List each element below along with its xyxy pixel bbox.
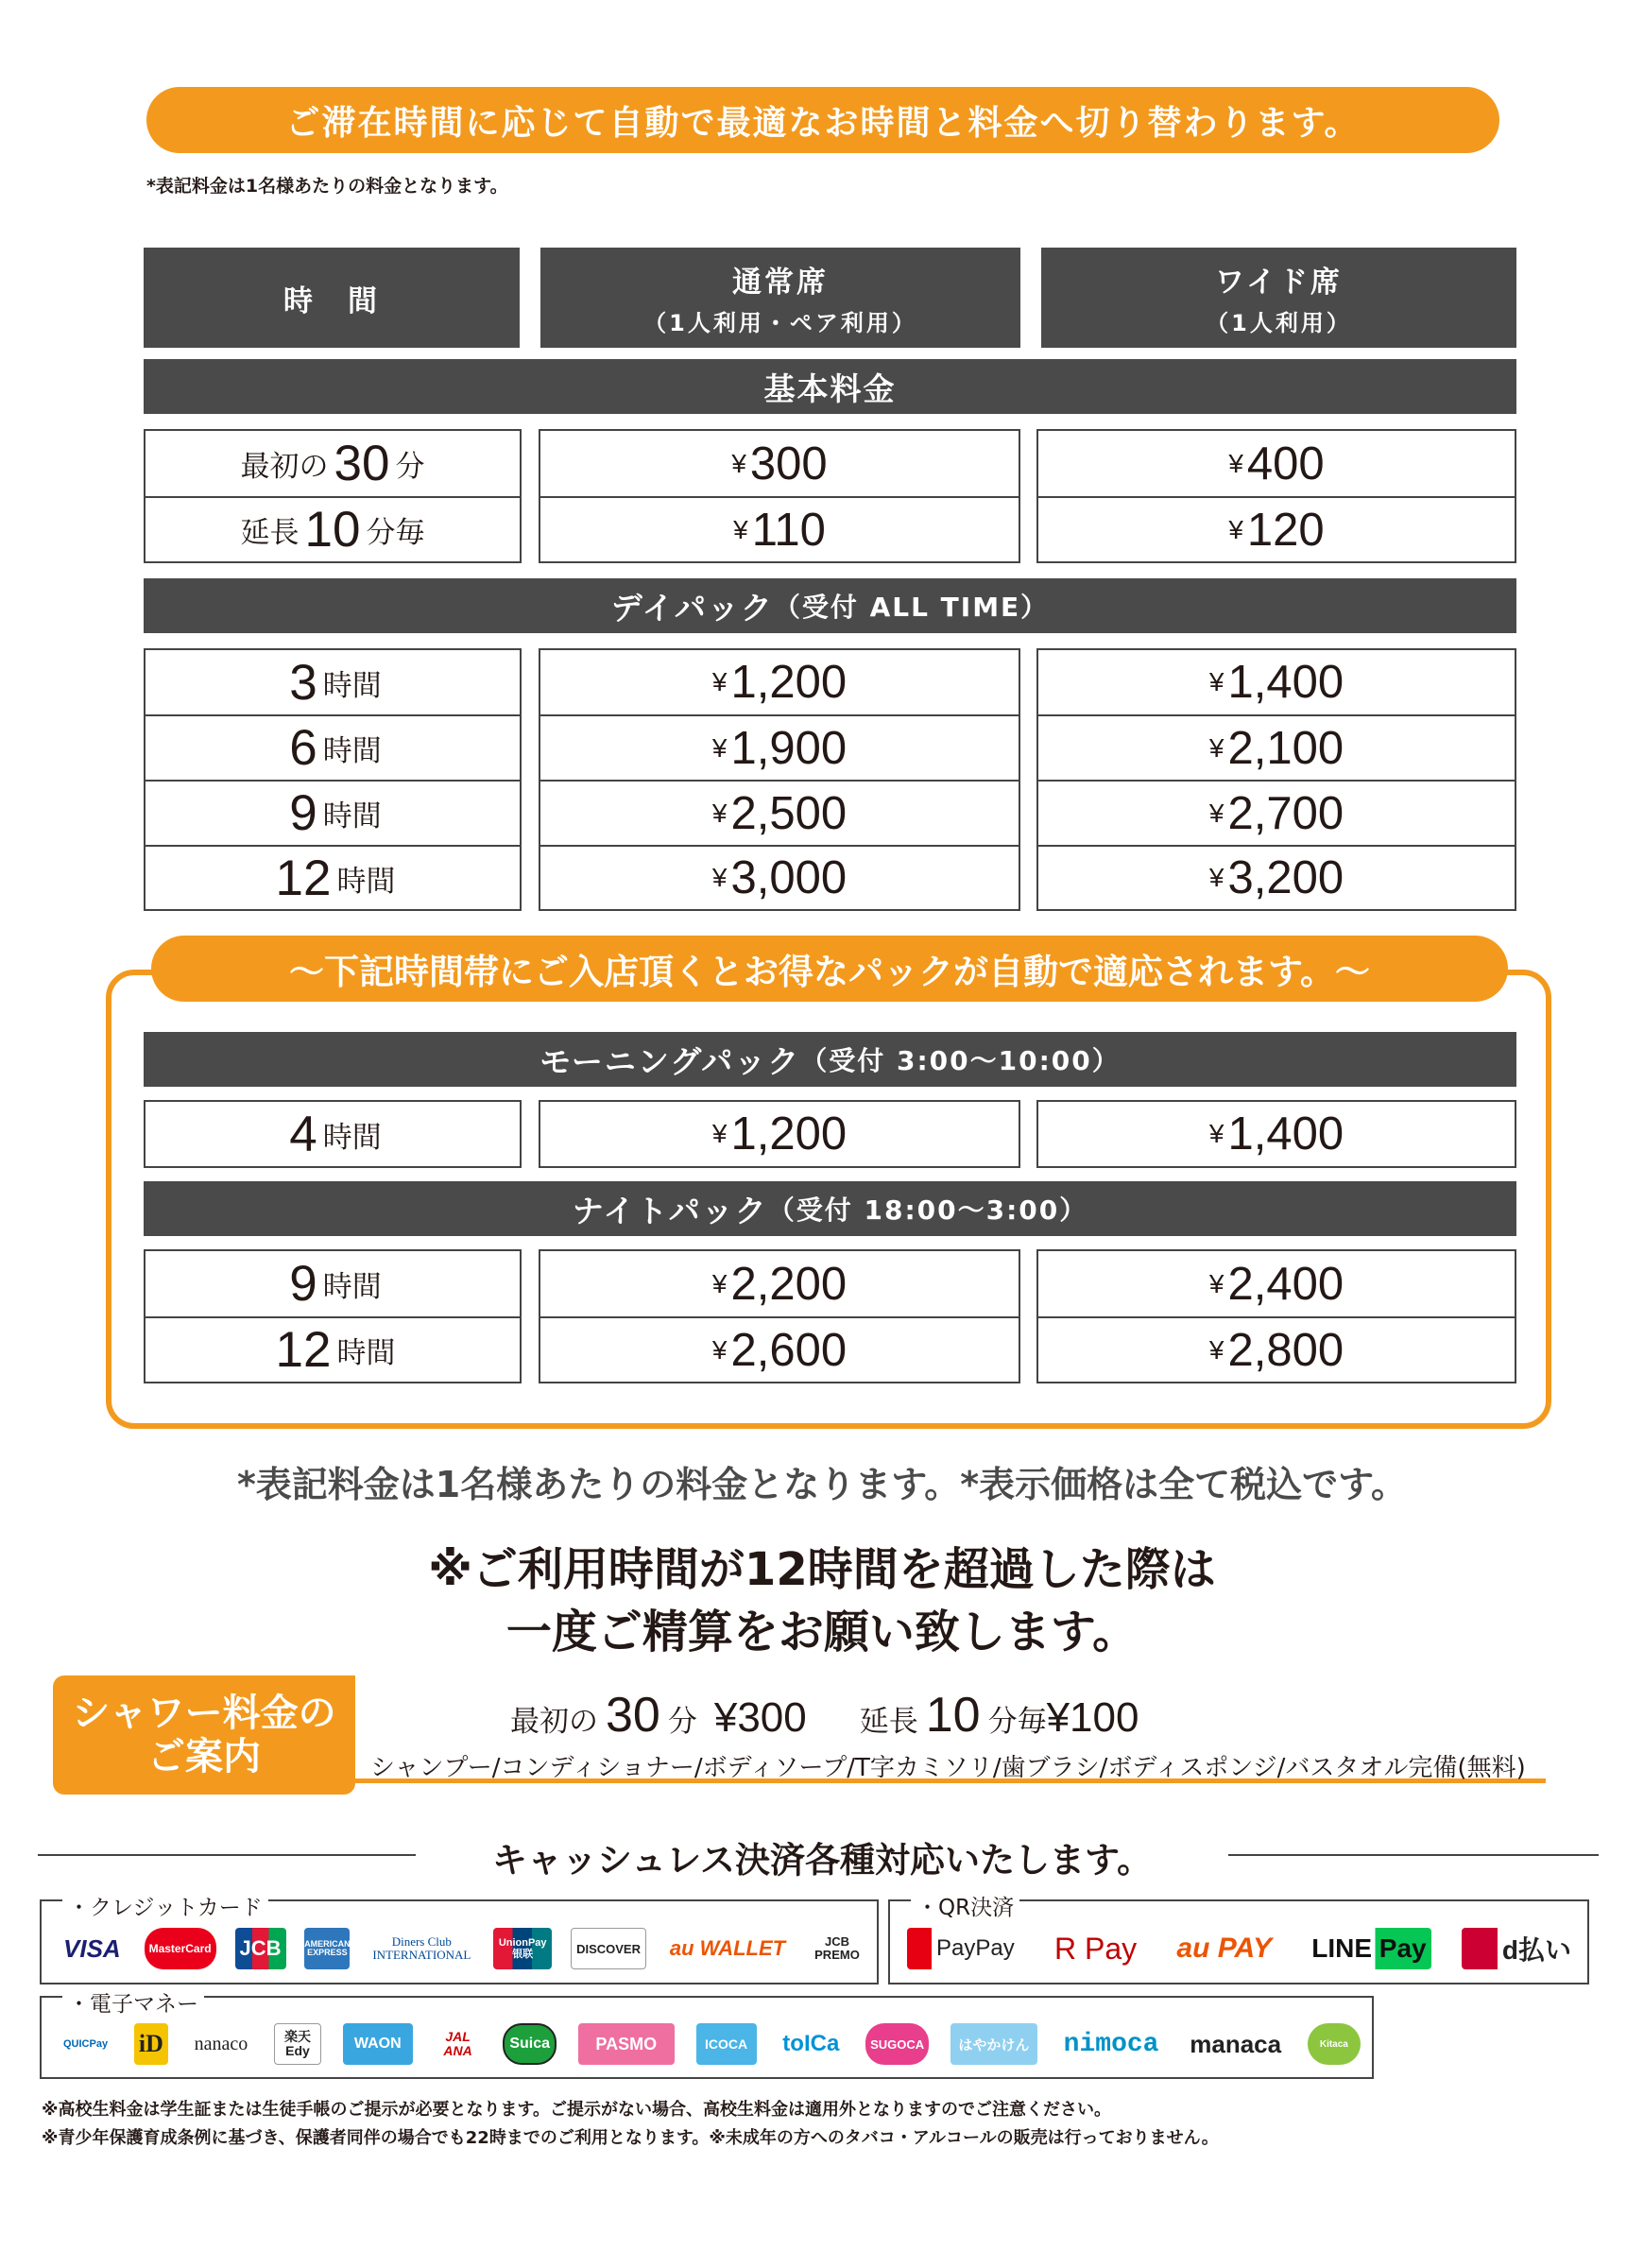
basic-num: 10 — [304, 502, 361, 558]
au-wallet-logo: au WALLET — [669, 1936, 786, 1960]
hours-num: 6 — [289, 720, 317, 776]
price-value: 2,800 — [1227, 1324, 1344, 1376]
yen-mark: ¥ — [711, 1268, 728, 1298]
jcb-logo: JCB — [235, 1928, 286, 1969]
id-logo: iD — [134, 2023, 168, 2065]
day-wide-col — [1036, 648, 1516, 911]
night-wide-col — [1036, 1249, 1516, 1383]
basic-wide-col — [1036, 429, 1516, 563]
nimoca-logo: nimoca — [1063, 2029, 1159, 2059]
basic-post: 分 — [395, 450, 425, 484]
yen-mark: ¥ — [1208, 732, 1224, 763]
hours-num: 3 — [289, 654, 317, 711]
time-cell — [146, 1102, 520, 1166]
yen-mark: ¥ — [731, 448, 746, 478]
price-value: 2,200 — [730, 1258, 848, 1310]
jal-ana-logo: JAL ANA — [443, 2028, 472, 2058]
price-cell — [540, 845, 1019, 909]
day-time-col — [144, 648, 522, 911]
price-value: 3,000 — [730, 852, 848, 903]
credit-logos — [59, 1922, 865, 1975]
yen-mark: ¥ — [711, 863, 728, 892]
shower-amenities: シャンプー/コンディショナー/ボディソープ/T字カミソリ/歯ブラシ/ボディスポンジ/バスタオル完備(無料) — [370, 1754, 1526, 1782]
shower-tag-line2: ご案内 — [147, 1735, 261, 1778]
time-cell — [146, 650, 520, 714]
diners-logo: Diners Club INTERNATIONAL — [372, 1933, 471, 1962]
price-value: 2,100 — [1227, 722, 1344, 774]
section-morning — [144, 1032, 1516, 1087]
qr-label: ・QR決済 — [911, 1890, 1019, 1921]
hours-num: 9 — [289, 785, 317, 841]
price-value: 120 — [1246, 504, 1325, 556]
price-cell — [540, 431, 1019, 496]
top-banner-text: ご滞在時間に応じて自動で最適なお時間と料金へ切り替わります。 — [285, 103, 1361, 143]
shower-num1: 30 — [606, 1688, 660, 1743]
time-cell — [146, 1251, 520, 1316]
credit-label: ・クレジットカード — [62, 1890, 268, 1921]
daypack-sub: （受付 ALL TIME） — [773, 592, 1050, 623]
icoca-logo: ICOCA — [696, 2023, 757, 2065]
night-sub: （受付 18:00～3:00） — [767, 1194, 1088, 1226]
section-basic — [144, 359, 1516, 414]
rakuten-pay-logo: R Pay — [1053, 1931, 1138, 1966]
price-cell — [540, 1316, 1019, 1382]
warning-line-2: 一度ご精算をお願い致します。 — [505, 1606, 1139, 1658]
shower-pre2: 延長 — [859, 1705, 918, 1739]
price-cell — [1038, 780, 1515, 845]
section-night — [144, 1181, 1516, 1236]
hours-label: 時間 — [336, 864, 396, 899]
day-normal-col — [539, 648, 1020, 911]
auto-pack-banner — [151, 936, 1508, 1002]
shower-tag-line1: シャワー料金の — [72, 1692, 336, 1735]
time-cell — [146, 714, 520, 780]
toica-logo: toICa — [782, 2031, 840, 2056]
paypay-logo: PayPay — [907, 1928, 1019, 1969]
basic-pre: 延長 — [240, 516, 300, 550]
yen-mark: ¥ — [711, 1334, 728, 1365]
header-wide-title: ワイド席 — [1214, 266, 1344, 300]
yen-mark: ¥ — [1208, 1119, 1224, 1148]
yen-mark: ¥ — [711, 732, 728, 763]
price-value: 2,400 — [1227, 1258, 1344, 1310]
header-normal-seat — [540, 248, 1020, 348]
price-value: 2,700 — [1227, 787, 1344, 839]
e-money-box — [40, 1992, 1374, 2079]
quicpay-logo: QUICPay — [63, 2038, 109, 2050]
mastercard-logo: MasterCard — [145, 1928, 216, 1969]
basic-pre: 最初の — [240, 450, 329, 484]
section-daypack — [144, 578, 1516, 633]
auto-pack-banner-text: ～下記時間帯にご入店頂くとお得なパックが自動で適応されます。～ — [288, 952, 1371, 992]
morning-title: モーニングパック — [539, 1042, 801, 1080]
jcb-premo-logo: JCB PREMO — [814, 1933, 860, 1962]
tax-note: *表記料金は1名様あたりの料金となります。*表示価格は全て税込です。 — [236, 1464, 1408, 1505]
top-banner — [146, 87, 1499, 153]
hours-num: 12 — [275, 1322, 332, 1378]
night-time-col — [144, 1249, 522, 1383]
basic-time-col — [144, 429, 522, 563]
header-time — [144, 248, 520, 348]
night-title: ナイトパック — [572, 1192, 768, 1229]
price-cell — [1038, 496, 1515, 561]
basic-normal-col — [539, 429, 1020, 563]
shower-post1: 分 — [667, 1705, 697, 1739]
daypack-title: デイパック — [610, 589, 774, 627]
hours-label: 時間 — [322, 668, 382, 703]
shower-num2: 10 — [925, 1688, 981, 1743]
price-value: 3,200 — [1227, 852, 1344, 903]
price-value: 1,200 — [730, 657, 848, 708]
morning-time-col — [144, 1100, 522, 1168]
price-cell — [1038, 650, 1515, 714]
d-barai-logo: d払い — [1462, 1928, 1576, 1969]
yen-mark: ¥ — [1208, 1268, 1224, 1298]
section-basic-title: 基本料金 — [763, 369, 897, 407]
shower-pre1: 最初の — [510, 1705, 598, 1739]
emoney-logos — [59, 2019, 1361, 2070]
hours-num: 4 — [289, 1106, 317, 1162]
header-wide-seat — [1041, 248, 1516, 348]
basic-time-row — [146, 431, 520, 496]
edy-logo: 楽天Edy — [274, 2023, 321, 2065]
price-value: 1,400 — [1227, 1108, 1344, 1160]
price-cell — [540, 1102, 1019, 1166]
suica-logo: Suica — [503, 2023, 557, 2065]
time-cell — [146, 845, 520, 909]
price-cell — [1038, 1251, 1515, 1316]
amex-logo: AMERICAN EXPRESS — [304, 1928, 350, 1969]
hayakaken-logo: はやかけん — [950, 2023, 1037, 2065]
price-value: 1,900 — [730, 722, 848, 774]
header-normal-sub: （1人利用・ペア利用） — [643, 310, 917, 336]
price-value: 300 — [749, 438, 828, 490]
morning-wide-col — [1036, 1100, 1516, 1168]
footnote-2: ※青少年保護育成条例に基づき、保護者同伴の場合でも22時までのご利用となります。※未成年の方へのタバコ・アルコールの販売は行っておりません。 — [42, 2128, 1219, 2148]
price-value: 110 — [751, 504, 826, 556]
shower-price — [510, 1687, 1139, 1744]
qr-payment-box — [888, 1896, 1589, 1984]
yen-mark: ¥ — [711, 798, 728, 828]
price-value: 1,200 — [730, 1108, 848, 1160]
basic-time-row — [146, 496, 520, 561]
price-cell — [540, 780, 1019, 845]
price-value: 2,500 — [730, 787, 848, 839]
pasmo-logo: PASMO — [578, 2023, 675, 2065]
price-cell — [1038, 714, 1515, 780]
nanaco-logo: nanaco — [194, 2033, 248, 2054]
hours-label: 時間 — [322, 1120, 382, 1155]
qr-logos — [907, 1922, 1576, 1975]
shower-price2: ¥100 — [1046, 1694, 1139, 1741]
basic-post: 分毎 — [366, 516, 425, 550]
night-normal-col — [539, 1249, 1020, 1383]
hours-label: 時間 — [322, 799, 382, 833]
warning-line-1: ※ご利用時間が12時間を超過した際は — [428, 1543, 1216, 1596]
yen-mark: ¥ — [711, 1119, 728, 1148]
shower-tag — [53, 1675, 355, 1795]
kitaca-logo: Kitaca — [1308, 2023, 1361, 2065]
header-wide-sub: （1人利用） — [1206, 310, 1352, 336]
yen-mark: ¥ — [733, 514, 748, 544]
price-cell — [1038, 1316, 1515, 1382]
yen-mark: ¥ — [711, 667, 728, 696]
morning-normal-col — [539, 1100, 1020, 1168]
per-person-note: *表記料金は1名様あたりの料金となります。 — [146, 176, 508, 197]
yen-mark: ¥ — [1208, 863, 1224, 892]
price-value: 1,400 — [1227, 657, 1344, 708]
shower-price1: ¥300 — [713, 1694, 807, 1741]
discover-logo: DISCOVER — [571, 1928, 646, 1969]
hours-label: 時間 — [322, 1270, 382, 1304]
header-normal-title: 通常席 — [732, 266, 829, 300]
shower-post2: 分毎 — [987, 1705, 1047, 1739]
time-cell — [146, 1316, 520, 1382]
credit-card-box — [40, 1896, 879, 1984]
visa-logo: VISA — [63, 1933, 121, 1963]
price-cell — [540, 714, 1019, 780]
yen-mark: ¥ — [1208, 667, 1224, 696]
basic-num: 30 — [334, 436, 390, 491]
price-cell — [1038, 845, 1515, 909]
waon-logo: WAON — [343, 2023, 413, 2065]
price-cell — [540, 1251, 1019, 1316]
unionpay-logo: UnionPay 银联 — [493, 1928, 552, 1969]
hours-num: 12 — [275, 850, 332, 906]
price-cell — [1038, 431, 1515, 496]
hours-label: 時間 — [336, 1336, 396, 1370]
emoney-label: ・電子マネー — [62, 1986, 204, 2018]
cashless-title: キャッシュレス決済各種対応いたします。 — [491, 1840, 1153, 1881]
price-cell — [540, 496, 1019, 561]
sugoca-logo: SUGOCA — [865, 2023, 929, 2065]
price-cell — [540, 650, 1019, 714]
header-time-label: 時 間 — [283, 284, 380, 318]
hours-label: 時間 — [322, 734, 382, 768]
au-pay-logo: au PAY — [1176, 1933, 1272, 1964]
price-value: 400 — [1246, 438, 1325, 490]
yen-mark: ¥ — [1208, 798, 1224, 828]
hours-num: 9 — [289, 1256, 317, 1312]
footnote-1: ※高校生料金は学生証または生徒手帳のご提示が必要となります。ご提示がない場合、高校生料金は適用外となりますのでご注意ください。 — [42, 2100, 1112, 2120]
line-pay-logo: LINE Pay — [1307, 1928, 1430, 1969]
time-cell — [146, 780, 520, 845]
yen-mark: ¥ — [1228, 514, 1243, 544]
manaca-logo: manaca — [1190, 2029, 1282, 2058]
yen-mark: ¥ — [1208, 1334, 1224, 1365]
price-value: 2,600 — [730, 1324, 848, 1376]
morning-sub: （受付 3:00～10:00） — [800, 1045, 1121, 1076]
yen-mark: ¥ — [1228, 448, 1243, 478]
price-cell — [1038, 1102, 1515, 1166]
